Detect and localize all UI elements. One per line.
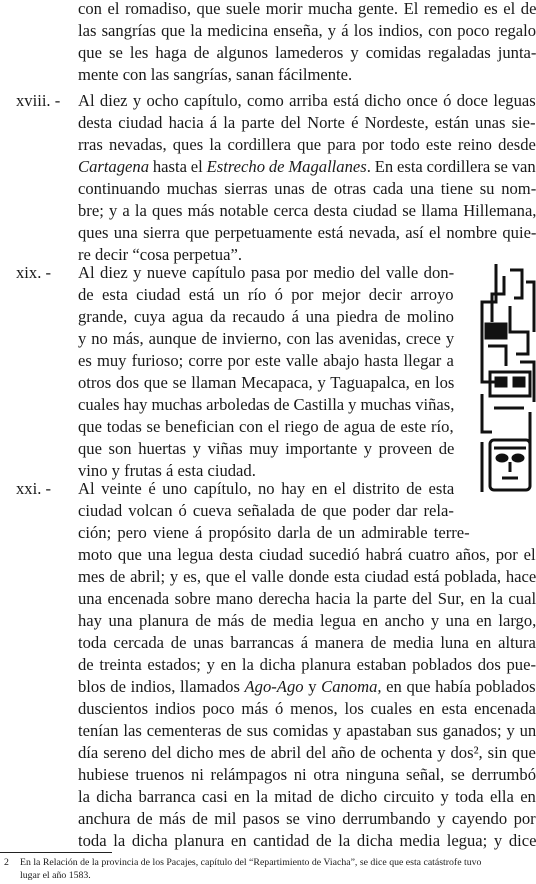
text-line: [78, 654, 536, 676]
text-segment: bre; y a la ques más notable cerca desta ciudad se llama Hillemana,: [78, 201, 536, 220]
footnote-separator: [0, 852, 112, 853]
text-line: [78, 808, 536, 830]
carved-figure-illustration: [476, 262, 536, 494]
text-line: [78, 522, 470, 544]
text-segment: y: [303, 677, 322, 696]
footnote-line: En la Relación de la provincia de los Pacajes, capítulo del “Repartimiento de Viacha”, se dice que esta catástrofe tuvo: [20, 857, 482, 868]
text-segment: moto que una legua desta ciudad sucedió habrá cuatro años, por el: [78, 545, 536, 564]
text-segment: Al diez y ocho capítulo, como arriba está dicho once ó doce leguas: [78, 91, 536, 110]
text-segment: ción; pero viene á propósito darla de un admirable terre-: [78, 523, 470, 542]
text-line: [78, 20, 536, 42]
text-segment: otros dos que se llaman Mecapaca, y Taguapalca, en los: [78, 373, 455, 392]
text-segment: Al diez y nueve capítulo pasa por medio del valle don-: [78, 263, 455, 282]
text-line: [78, 284, 454, 306]
text-line: [78, 134, 536, 156]
text-segment: que son huertas y viñas muy importante y proveen de: [78, 439, 455, 458]
text-segment: duscientos indios poco más ó menos, los cuales en esta encenada: [78, 699, 536, 718]
text-segment: la dicha barranca casi en la mitad de dicho circuito y toda ella en: [78, 787, 536, 806]
paragraph-marker: xix. -: [16, 263, 52, 282]
text-line: [78, 544, 536, 566]
text-line: [78, 42, 536, 64]
text-segment: grande, cuya agua da recaudo á una piedra de molino: [78, 307, 454, 326]
text-line: [78, 830, 536, 852]
text-line: [78, 698, 536, 720]
text-segment: con el romadiso, que suele morir mucha gente. El remedio es el de: [78, 0, 536, 18]
text-line: [78, 566, 536, 588]
text-segment: las sangrías que la medicina enseña, y á los indios, con poco regalo: [78, 21, 536, 40]
paragraph-marker: xxi. -: [16, 479, 52, 498]
text-line: [78, 742, 536, 764]
text-segment: y no más, aunque de invierno, con las avenidas, crece y: [78, 329, 455, 348]
text-line: [78, 90, 536, 112]
text-segment: una encenada sobre mano derecha hacia la parte del Sur, en la cual: [78, 589, 536, 608]
footnote-number: 2: [4, 857, 9, 868]
text-line: [78, 262, 454, 284]
text-line: [78, 394, 454, 416]
text-line: [78, 64, 352, 86]
text-line: [78, 416, 454, 438]
italic-text: Canoma,: [321, 677, 382, 696]
text-segment: blos de indios, llamados: [78, 677, 245, 696]
text-segment: ques una sierra que perpetuamente está nevada, así el nombre quie-: [78, 223, 536, 242]
text-line: [78, 500, 454, 522]
text-line: [78, 200, 536, 222]
text-line: [78, 676, 536, 698]
text-line: [78, 610, 536, 632]
text-segment: desta ciudad hacia á la parte del Norte é Nordeste, están unas sie-: [78, 113, 536, 132]
text-segment: mes de abril; y es, que el valle donde esta ciudad está poblada, hace: [78, 567, 536, 586]
text-segment: que se les haga de algunos lamederos y comidas regaladas junta-: [78, 43, 536, 62]
text-segment: cuales hay muchas arboledas de Castilla y muchas viñas,: [78, 395, 455, 414]
text-segment: . En esta cordillera se van: [366, 157, 536, 176]
paragraph-marker: xviii. -: [16, 91, 61, 110]
text-line: [78, 0, 536, 20]
text-segment: día sereno del dicho mes de abril del año de ochenta y dos², sin que: [78, 743, 536, 762]
text-segment: vino y frutas á esta ciudad.: [78, 461, 256, 480]
text-segment: hasta el: [149, 157, 207, 176]
text-segment: Al veinte é uno capítulo, no hay en el distrito de esta: [78, 479, 455, 498]
text-segment: continuando muchas sierras unas de otras cada una tiene su nom-: [78, 179, 536, 198]
text-line: [78, 720, 536, 742]
text-line: [78, 178, 536, 200]
text-segment: hubiese truenos ni relámpagos ni otra ninguna señal, se derrumbó: [78, 765, 536, 784]
text-segment: que todas se benefician con el riego de agua de este río,: [78, 417, 454, 436]
text-segment: mente con las sangrías, sanan fácilmente.: [78, 65, 353, 84]
text-line: [78, 632, 536, 654]
text-segment: tenían las cementeras de sus comidas y apastaban sus ganados; y un: [78, 721, 536, 740]
text-segment: ciudad volcan ó cueva señalada de que poder dar rela-: [78, 501, 454, 520]
text-line: [78, 306, 454, 328]
text-segment: toda cercada de unas barrancas á manera de media luna en altura: [78, 633, 536, 652]
text-line: [78, 478, 454, 500]
text-segment: es muy furioso; corre por este valle abajo hasta llegar a: [78, 351, 454, 370]
text-segment: toda la dicha planura en cantidad de la dicha media legua; y dice: [78, 831, 536, 850]
text-line: [78, 328, 454, 350]
text-segment: de esta ciudad está un río ó por mejor decir arroyo: [78, 285, 454, 304]
footnote-line: lugar el año 1583.: [20, 870, 91, 881]
italic-text: Estrecho de Magallanes: [206, 157, 367, 176]
text-line: [78, 156, 536, 178]
italic-text: Ago-Ago: [244, 677, 304, 696]
text-line: [78, 588, 536, 610]
text-line: [78, 764, 536, 786]
text-line: [78, 372, 454, 394]
text-line: [78, 438, 454, 460]
text-segment: en que había poblados: [381, 677, 536, 696]
text-segment: de treinta estados; y en la dicha planura estaban poblados dos pue-: [78, 655, 536, 674]
text-segment: rras nevadas, ques la cordillera que para por todo este reino desde: [78, 135, 536, 154]
italic-text: Cartagena: [78, 157, 149, 176]
text-line: [78, 786, 536, 808]
text-line: [78, 112, 536, 134]
text-line: [78, 222, 536, 244]
text-segment: hay una planura de más de media legua en ancho y una en largo,: [78, 611, 536, 630]
text-line: [78, 350, 454, 372]
text-segment: re decir “cosa perpetua”.: [78, 245, 242, 264]
text-segment: anchura de más de mil pasos se vino derrumbando y cayendo por: [78, 809, 536, 828]
